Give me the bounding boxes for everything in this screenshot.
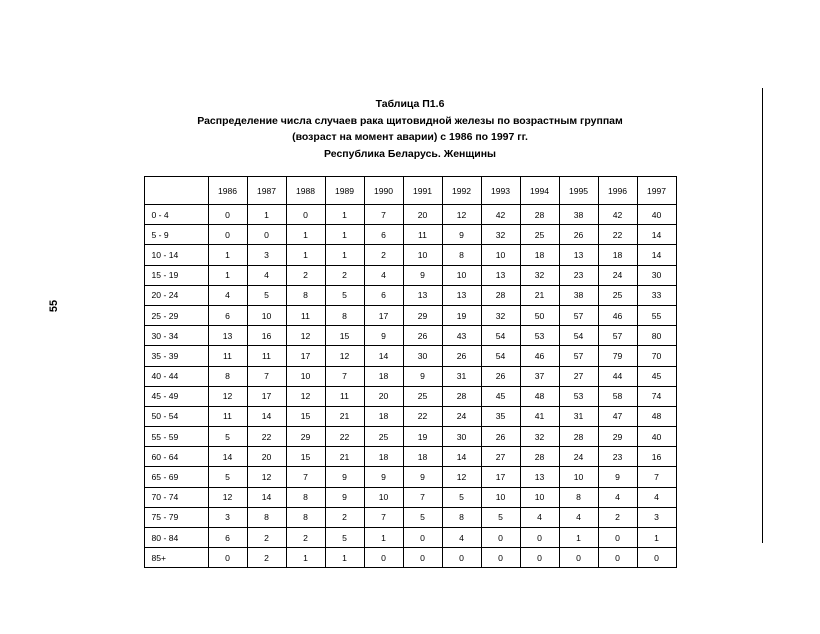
- data-cell: 28: [520, 447, 559, 467]
- data-cell: 26: [442, 346, 481, 366]
- data-cell: 28: [442, 386, 481, 406]
- page-number: 55: [48, 299, 61, 313]
- data-cell: 21: [325, 447, 364, 467]
- data-cell: 0: [481, 548, 520, 568]
- data-cell: 33: [637, 285, 676, 305]
- data-cell: 4: [247, 265, 286, 285]
- title-line-2: Распределение числа случаев рака щитовидной железы по возрастным группам: [197, 114, 623, 127]
- data-cell: 10: [481, 487, 520, 507]
- row-label: 55 - 59: [144, 427, 208, 447]
- table-row: [144, 427, 676, 447]
- data-cell: 1: [325, 245, 364, 265]
- row-label: 10 - 14: [144, 245, 208, 265]
- data-cell: 9: [364, 467, 403, 487]
- column-header-1987: 1987: [247, 177, 286, 205]
- data-cell: 40: [637, 427, 676, 447]
- data-cell: 13: [481, 265, 520, 285]
- data-cell: 10: [403, 245, 442, 265]
- data-cell: 0: [403, 528, 442, 548]
- data-cell: 8: [325, 305, 364, 325]
- data-cell: 28: [481, 285, 520, 305]
- data-cell: 10: [364, 487, 403, 507]
- data-cell: 23: [559, 265, 598, 285]
- data-cell: 10: [520, 487, 559, 507]
- data-cell: 15: [286, 406, 325, 426]
- data-cell: 21: [325, 406, 364, 426]
- data-cell: 6: [364, 225, 403, 245]
- data-cell: 1: [364, 528, 403, 548]
- data-cell: 2: [325, 265, 364, 285]
- data-cell: 14: [442, 447, 481, 467]
- row-label: 25 - 29: [144, 305, 208, 325]
- data-cell: 1: [286, 245, 325, 265]
- data-cell: 44: [598, 366, 637, 386]
- data-cell: 50: [520, 305, 559, 325]
- data-cell: 2: [247, 548, 286, 568]
- data-cell: 5: [247, 285, 286, 305]
- table-row: [144, 548, 676, 568]
- table-row: [144, 467, 676, 487]
- data-cell: 46: [598, 305, 637, 325]
- data-cell: 7: [247, 366, 286, 386]
- data-cell: 2: [286, 265, 325, 285]
- data-cell: 9: [325, 487, 364, 507]
- data-cell: 4: [208, 285, 247, 305]
- column-header-1986: 1986: [208, 177, 247, 205]
- data-cell: 16: [637, 447, 676, 467]
- table-row: [144, 447, 676, 467]
- data-cell: 32: [520, 427, 559, 447]
- data-cell: 14: [247, 487, 286, 507]
- data-cell: 20: [247, 447, 286, 467]
- data-cell: 0: [286, 205, 325, 225]
- data-cell: 20: [403, 205, 442, 225]
- table-row: [144, 507, 676, 527]
- data-cell: 8: [286, 507, 325, 527]
- data-cell: 4: [598, 487, 637, 507]
- data-cell: 0: [520, 528, 559, 548]
- data-cell: 0: [442, 548, 481, 568]
- data-cell: 9: [403, 467, 442, 487]
- data-cell: 14: [637, 225, 676, 245]
- data-cell: 18: [364, 406, 403, 426]
- data-cell: 2: [247, 528, 286, 548]
- data-cell: 4: [442, 528, 481, 548]
- data-cell: 74: [637, 386, 676, 406]
- data-cell: 25: [520, 225, 559, 245]
- data-cell: 2: [286, 528, 325, 548]
- data-cell: 10: [286, 366, 325, 386]
- data-cell: 10: [559, 467, 598, 487]
- data-cell: 15: [286, 447, 325, 467]
- data-cell: 6: [208, 528, 247, 548]
- column-header-1989: 1989: [325, 177, 364, 205]
- table-row: [144, 225, 676, 245]
- data-cell: 17: [364, 305, 403, 325]
- title-line-1: Таблица П1.6: [375, 98, 445, 110]
- data-cell: 23: [598, 447, 637, 467]
- data-cell: 26: [481, 427, 520, 447]
- data-cell: 0: [208, 205, 247, 225]
- data-cell: 18: [598, 245, 637, 265]
- data-cell: 8: [559, 487, 598, 507]
- column-header-1990: 1990: [364, 177, 403, 205]
- thyroid-cancer-table: [144, 176, 677, 568]
- data-cell: 12: [286, 386, 325, 406]
- data-cell: 55: [637, 305, 676, 325]
- data-cell: 8: [208, 366, 247, 386]
- data-cell: 1: [208, 265, 247, 285]
- data-cell: 18: [403, 447, 442, 467]
- data-cell: 8: [442, 507, 481, 527]
- table-row: [144, 528, 676, 548]
- data-cell: 37: [520, 366, 559, 386]
- data-cell: 4: [520, 507, 559, 527]
- row-label: 65 - 69: [144, 467, 208, 487]
- data-cell: 46: [520, 346, 559, 366]
- data-cell: 6: [208, 305, 247, 325]
- data-cell: 9: [325, 467, 364, 487]
- data-cell: 11: [325, 386, 364, 406]
- data-cell: 12: [442, 205, 481, 225]
- data-cell: 5: [481, 507, 520, 527]
- data-cell: 13: [442, 285, 481, 305]
- data-cell: 25: [403, 386, 442, 406]
- data-cell: 30: [403, 346, 442, 366]
- data-cell: 12: [442, 467, 481, 487]
- table-head: [144, 177, 676, 205]
- data-cell: 0: [559, 548, 598, 568]
- data-cell: 1: [325, 225, 364, 245]
- column-header-1988: 1988: [286, 177, 325, 205]
- data-cell: 27: [559, 366, 598, 386]
- data-cell: 8: [442, 245, 481, 265]
- data-cell: 48: [637, 406, 676, 426]
- row-label: 20 - 24: [144, 285, 208, 305]
- data-cell: 14: [364, 346, 403, 366]
- data-cell: 28: [559, 427, 598, 447]
- row-label: 50 - 54: [144, 406, 208, 426]
- data-cell: 30: [637, 265, 676, 285]
- data-cell: 0: [403, 548, 442, 568]
- data-cell: 22: [403, 406, 442, 426]
- data-cell: 24: [559, 447, 598, 467]
- data-cell: 2: [325, 507, 364, 527]
- row-label: 0 - 4: [144, 205, 208, 225]
- data-cell: 1: [325, 548, 364, 568]
- corner-cell: [144, 177, 208, 205]
- data-cell: 7: [364, 507, 403, 527]
- data-cell: 11: [247, 346, 286, 366]
- table-row: [144, 346, 676, 366]
- data-cell: 2: [598, 507, 637, 527]
- data-cell: 22: [247, 427, 286, 447]
- data-cell: 17: [481, 467, 520, 487]
- row-label: 80 - 84: [144, 528, 208, 548]
- data-cell: 19: [403, 427, 442, 447]
- data-cell: 26: [559, 225, 598, 245]
- data-cell: 7: [286, 467, 325, 487]
- data-cell: 9: [403, 265, 442, 285]
- data-cell: 48: [520, 386, 559, 406]
- data-cell: 3: [247, 245, 286, 265]
- row-label: 85+: [144, 548, 208, 568]
- data-cell: 0: [598, 548, 637, 568]
- data-cell: 19: [442, 305, 481, 325]
- data-cell: 5: [325, 285, 364, 305]
- data-cell: 10: [442, 265, 481, 285]
- data-cell: 43: [442, 326, 481, 346]
- row-label: 5 - 9: [144, 225, 208, 245]
- table-header-row: [144, 177, 676, 205]
- data-cell: 26: [481, 366, 520, 386]
- table-row: [144, 386, 676, 406]
- table-row: [144, 326, 676, 346]
- data-cell: 0: [364, 548, 403, 568]
- data-cell: 5: [208, 427, 247, 447]
- data-cell: 1: [247, 205, 286, 225]
- data-cell: 1: [286, 548, 325, 568]
- row-label: 60 - 64: [144, 447, 208, 467]
- data-cell: 15: [325, 326, 364, 346]
- data-cell: 14: [247, 406, 286, 426]
- data-cell: 54: [481, 326, 520, 346]
- data-cell: 17: [286, 346, 325, 366]
- data-cell: 18: [364, 366, 403, 386]
- row-label: 40 - 44: [144, 366, 208, 386]
- data-cell: 0: [637, 548, 676, 568]
- title-line-3: (возраст на момент аварии) с 1986 по 1997 гг.: [292, 131, 528, 143]
- data-cell: 3: [637, 507, 676, 527]
- data-cell: 40: [637, 205, 676, 225]
- data-cell: 21: [520, 285, 559, 305]
- data-cell: 3: [208, 507, 247, 527]
- row-label: 70 - 74: [144, 487, 208, 507]
- data-cell: 80: [637, 326, 676, 346]
- data-cell: 38: [559, 205, 598, 225]
- data-cell: 1: [286, 225, 325, 245]
- column-header-1995: 1995: [559, 177, 598, 205]
- column-header-1997: 1997: [637, 177, 676, 205]
- data-cell: 4: [559, 507, 598, 527]
- data-cell: 29: [403, 305, 442, 325]
- data-cell: 42: [481, 205, 520, 225]
- table-wrapper: [0, 176, 820, 568]
- data-cell: 6: [364, 285, 403, 305]
- data-cell: 17: [247, 386, 286, 406]
- data-cell: 7: [637, 467, 676, 487]
- data-cell: 70: [637, 346, 676, 366]
- table-row: [144, 265, 676, 285]
- data-cell: 7: [325, 366, 364, 386]
- data-cell: 57: [559, 346, 598, 366]
- data-cell: 0: [247, 225, 286, 245]
- column-header-1992: 1992: [442, 177, 481, 205]
- data-cell: 1: [325, 205, 364, 225]
- column-header-1993: 1993: [481, 177, 520, 205]
- data-cell: 57: [598, 326, 637, 346]
- data-cell: 31: [442, 366, 481, 386]
- data-cell: 32: [481, 305, 520, 325]
- data-cell: 41: [520, 406, 559, 426]
- data-cell: 9: [442, 225, 481, 245]
- column-header-1991: 1991: [403, 177, 442, 205]
- column-header-1994: 1994: [520, 177, 559, 205]
- table-row: [144, 406, 676, 426]
- data-cell: 29: [286, 427, 325, 447]
- data-cell: 22: [325, 427, 364, 447]
- table-row: [144, 305, 676, 325]
- data-cell: 53: [559, 386, 598, 406]
- data-cell: 8: [286, 487, 325, 507]
- table-row: [144, 487, 676, 507]
- data-cell: 13: [403, 285, 442, 305]
- data-cell: 10: [481, 245, 520, 265]
- data-cell: 25: [364, 427, 403, 447]
- data-cell: 8: [247, 507, 286, 527]
- data-cell: 7: [403, 487, 442, 507]
- data-cell: 12: [325, 346, 364, 366]
- data-cell: 20: [364, 386, 403, 406]
- data-cell: 32: [520, 265, 559, 285]
- data-cell: 11: [208, 346, 247, 366]
- data-cell: 47: [598, 406, 637, 426]
- data-cell: 5: [403, 507, 442, 527]
- row-label: 15 - 19: [144, 265, 208, 285]
- table-row: [144, 245, 676, 265]
- data-cell: 24: [598, 265, 637, 285]
- data-cell: 18: [364, 447, 403, 467]
- row-label: 45 - 49: [144, 386, 208, 406]
- data-cell: 54: [559, 326, 598, 346]
- data-cell: 0: [481, 528, 520, 548]
- data-cell: 13: [559, 245, 598, 265]
- data-cell: 4: [637, 487, 676, 507]
- data-cell: 1: [208, 245, 247, 265]
- data-cell: 25: [598, 285, 637, 305]
- data-cell: 11: [286, 305, 325, 325]
- data-cell: 31: [559, 406, 598, 426]
- data-cell: 5: [325, 528, 364, 548]
- data-cell: 9: [403, 366, 442, 386]
- table-row: [144, 205, 676, 225]
- data-cell: 32: [481, 225, 520, 245]
- table-row: [144, 366, 676, 386]
- data-cell: 38: [559, 285, 598, 305]
- data-cell: 54: [481, 346, 520, 366]
- data-cell: 53: [520, 326, 559, 346]
- data-cell: 0: [520, 548, 559, 568]
- table-row: [144, 285, 676, 305]
- data-cell: 14: [208, 447, 247, 467]
- data-cell: 45: [637, 366, 676, 386]
- data-cell: 35: [481, 406, 520, 426]
- data-cell: 16: [247, 326, 286, 346]
- data-cell: 79: [598, 346, 637, 366]
- data-cell: 11: [403, 225, 442, 245]
- data-cell: 30: [442, 427, 481, 447]
- data-cell: 5: [442, 487, 481, 507]
- data-cell: 13: [208, 326, 247, 346]
- data-cell: 12: [286, 326, 325, 346]
- data-cell: 1: [559, 528, 598, 548]
- row-label: 35 - 39: [144, 346, 208, 366]
- data-cell: 12: [247, 467, 286, 487]
- data-cell: 57: [559, 305, 598, 325]
- data-cell: 9: [364, 326, 403, 346]
- data-cell: 12: [208, 487, 247, 507]
- data-cell: 0: [208, 548, 247, 568]
- data-cell: 14: [637, 245, 676, 265]
- data-cell: 0: [598, 528, 637, 548]
- data-cell: 18: [520, 245, 559, 265]
- data-cell: 26: [403, 326, 442, 346]
- data-cell: 10: [247, 305, 286, 325]
- data-cell: 7: [364, 205, 403, 225]
- data-cell: 45: [481, 386, 520, 406]
- data-cell: 11: [208, 406, 247, 426]
- data-cell: 5: [208, 467, 247, 487]
- data-cell: 12: [208, 386, 247, 406]
- data-cell: 0: [208, 225, 247, 245]
- data-cell: 22: [598, 225, 637, 245]
- data-cell: 27: [481, 447, 520, 467]
- table-body: [144, 205, 676, 568]
- data-cell: 4: [364, 265, 403, 285]
- data-cell: 28: [520, 205, 559, 225]
- data-cell: 13: [520, 467, 559, 487]
- data-cell: 2: [364, 245, 403, 265]
- row-label: 75 - 79: [144, 507, 208, 527]
- row-label: 30 - 34: [144, 326, 208, 346]
- data-cell: 42: [598, 205, 637, 225]
- data-cell: 29: [598, 427, 637, 447]
- data-cell: 24: [442, 406, 481, 426]
- data-cell: 8: [286, 285, 325, 305]
- data-cell: 9: [598, 467, 637, 487]
- data-cell: 58: [598, 386, 637, 406]
- table-title-block: [0, 96, 820, 162]
- column-header-1996: 1996: [598, 177, 637, 205]
- data-cell: 1: [637, 528, 676, 548]
- title-line-4: Республика Беларусь. Женщины: [324, 147, 496, 160]
